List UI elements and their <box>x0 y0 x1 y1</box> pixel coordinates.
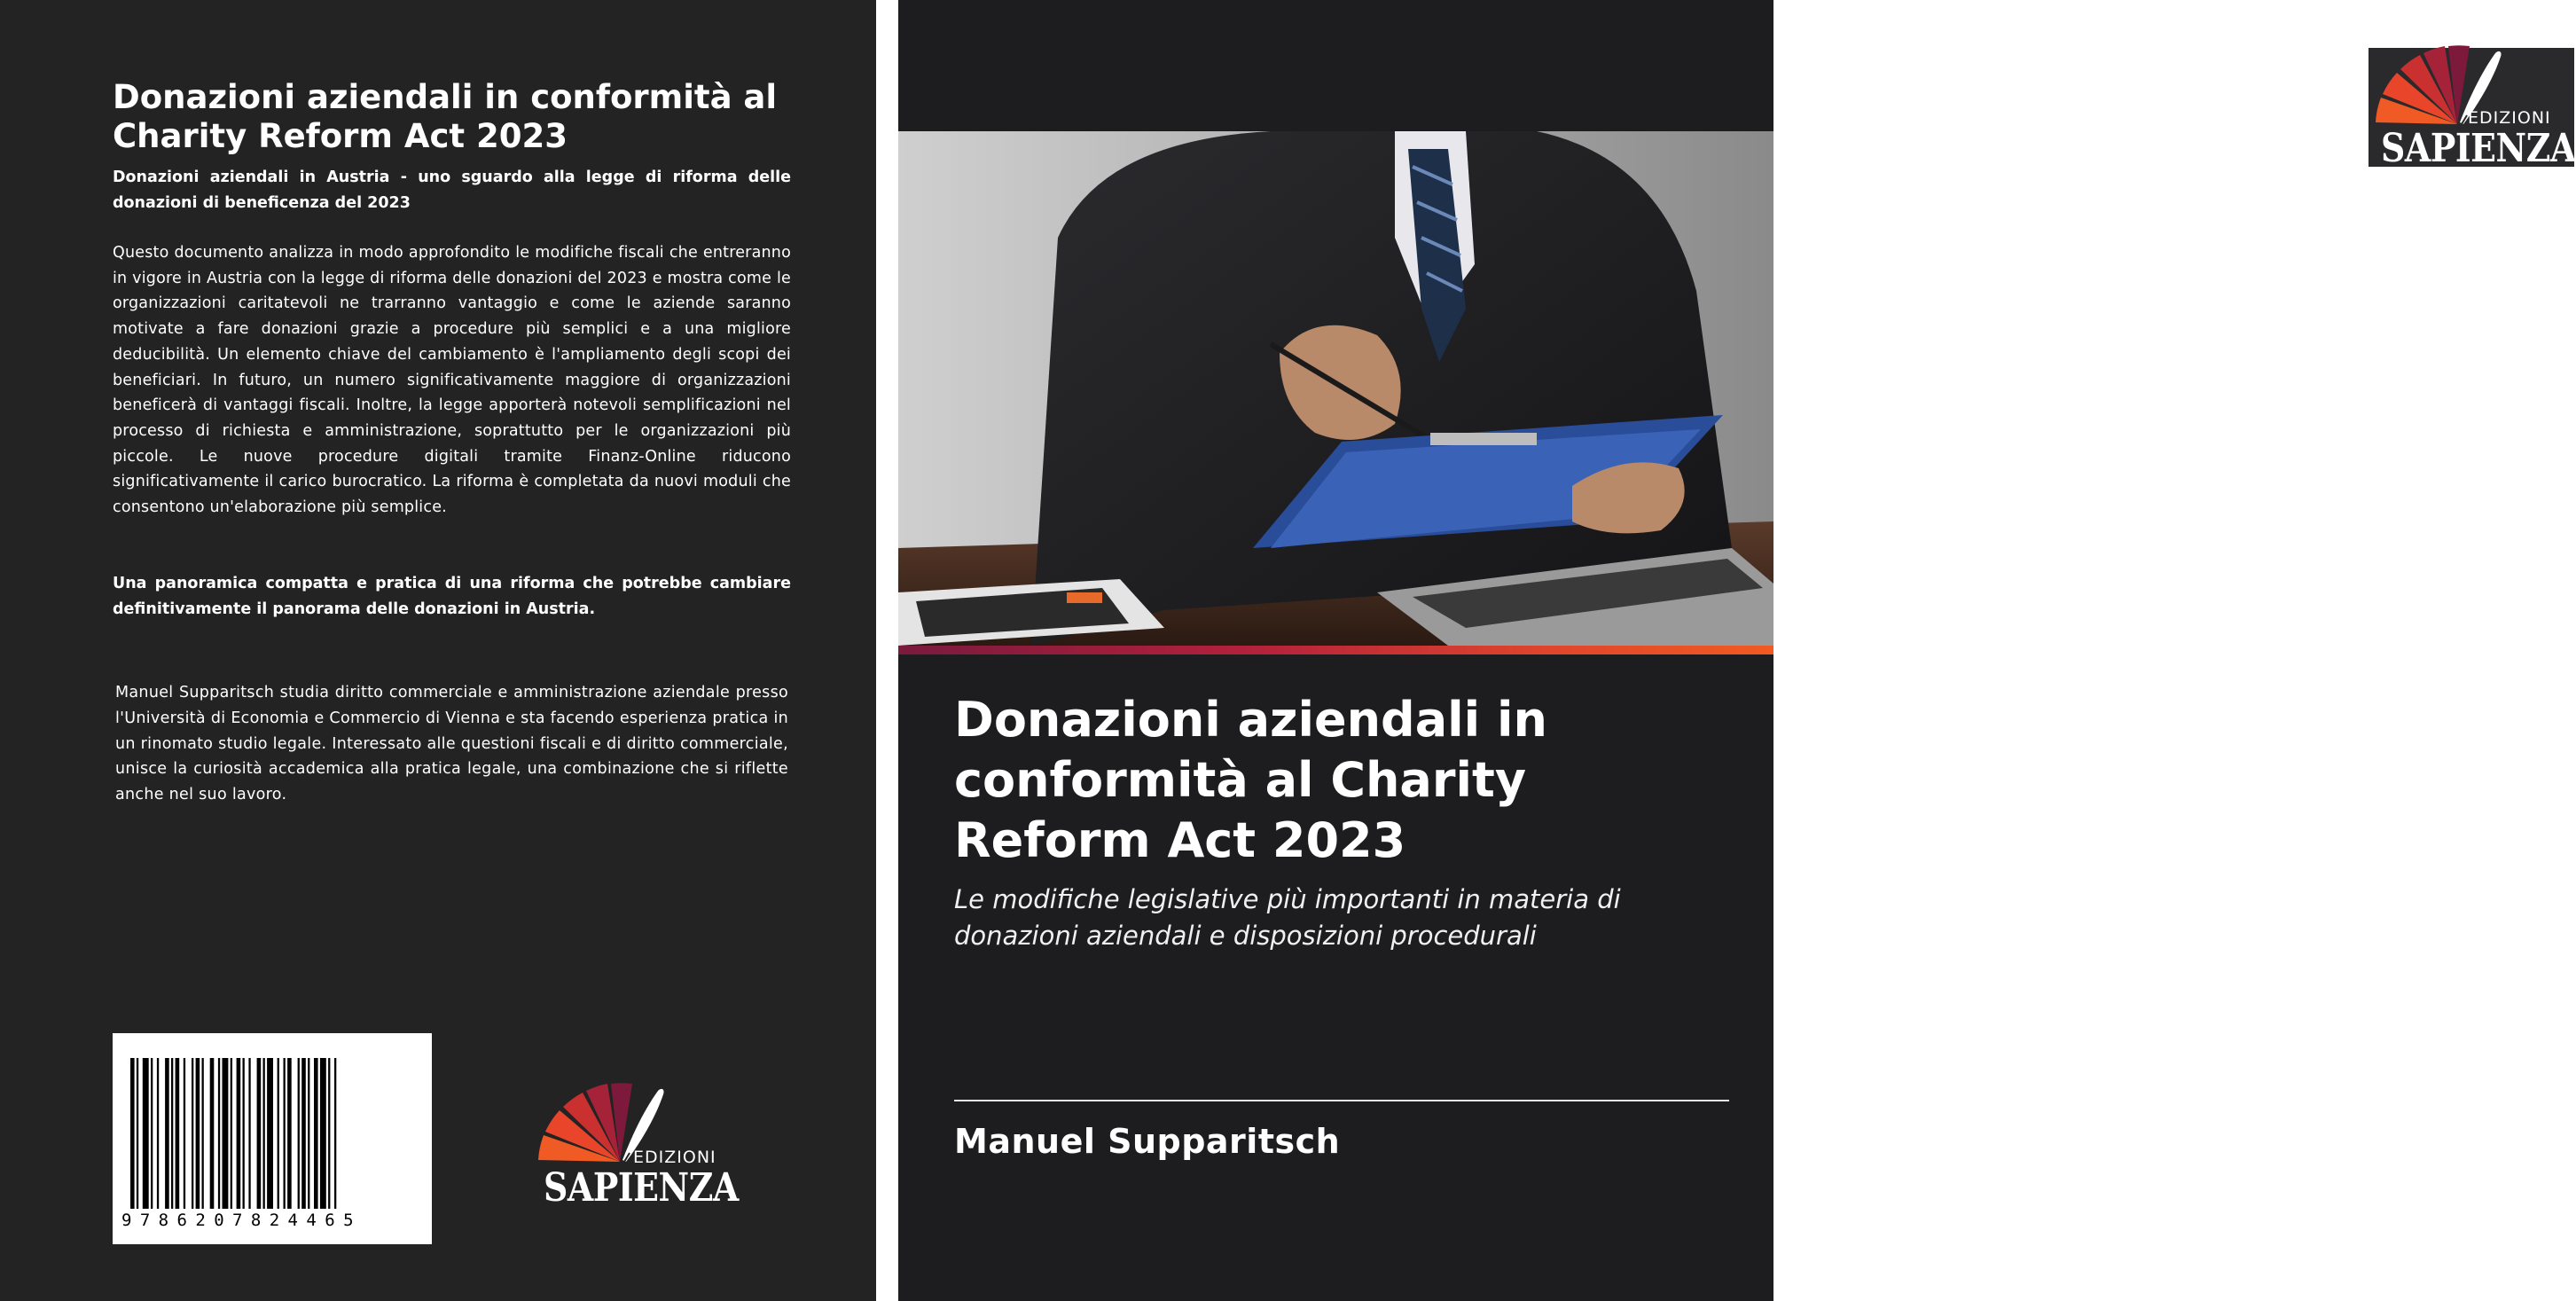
barcode-bar <box>231 1058 232 1209</box>
barcode-bar <box>165 1058 169 1209</box>
barcode-bar <box>143 1058 149 1209</box>
publisher-edizioni-label: EDIZIONI <box>633 1148 716 1167</box>
barcode-bar <box>184 1058 185 1209</box>
front-cover-title: Donazioni aziendali in conformità al Charity Reform Act 2023 <box>954 692 1547 868</box>
barcode-bar <box>196 1058 200 1209</box>
barcode-bar <box>192 1058 193 1209</box>
author-bio: Manuel Supparitsch studia diritto commerciale e amministrazione aziendale presso l'Università di Economia e Commercio di Vienna e sta facendo esperienza pratica in un rinomato studio legale. Interessato alle questioni fiscali e di diritto commerciale, unisce la curiosità accademica alla pratica legale, una combinazione che si riflette anche nel suo lavoro. <box>115 684 788 804</box>
barcode-bar <box>298 1058 300 1209</box>
barcode-bar <box>157 1058 159 1209</box>
barcode-bar <box>334 1058 336 1209</box>
front-cover <box>898 0 2576 1301</box>
barcode-bar <box>137 1058 138 1209</box>
barcode-bar <box>202 1058 204 1209</box>
accent-stripe <box>898 646 1773 654</box>
barcode-bar <box>151 1058 153 1209</box>
front-cover-subtitle: Le modifiche legislative più importanti in materia di donazioni aziendali e disposizioni procedurali <box>954 884 1621 951</box>
publisher-name: SAPIENZA <box>2381 126 2576 171</box>
back-cover-subtitle: Donazioni aziendali in Austria - uno sguardo alla legge di riforma delle donazioni di beneficenza del 2023 <box>113 169 791 212</box>
barcode-bars <box>130 1058 414 1209</box>
publisher-name: SAPIENZA <box>544 1165 739 1211</box>
barcode-bar <box>301 1058 306 1209</box>
businessman-clipboard-photo <box>898 131 1773 646</box>
front-cover-author: Manuel Supparitsch <box>954 1122 1341 1161</box>
barcode-bar <box>278 1058 279 1209</box>
barcode-bar <box>287 1058 292 1209</box>
back-cover-title: Donazioni aziendali in conformità al Charity Reform Act 2023 <box>113 78 778 155</box>
barcode-bar <box>218 1058 220 1209</box>
barcode-bar <box>308 1058 309 1209</box>
barcode-bar <box>130 1058 135 1209</box>
publisher-edizioni-label: EDIZIONI <box>2468 108 2551 128</box>
isbn-barcode <box>113 1033 432 1244</box>
author-divider <box>954 1100 1729 1101</box>
barcode-bar <box>314 1058 318 1209</box>
back-cover-description: Questo documento analizza in modo approfondito le modifiche fiscali che entreranno in vigore in Austria con la legge di riforma delle donazioni del 2023 e mostra come le organizzazioni caritatevoli ne trarranno vantaggio e come le aziende saranno motivate a fare donazioni grazie a procedure più semplici e a una migliore deducibilità. Un elemento chiave del cambiamento è l'ampliamento degli scopi dei beneficiari. In futuro, un numero significativamente maggiore di organizzazioni beneficerà di vantaggi fiscali. Inoltre, la legge apporterà notevoli semplificazioni nel processo di richiesta e amministrazione, soprattutto per le organizzazioni più piccole. Le nuove procedure digitali tramite Finanz-Online riducono significativamente il carico burocratico. La riforma è completata da nuovi moduli che consentono un'elaborazione più semplice. <box>113 244 791 517</box>
barcode-bar <box>284 1058 286 1209</box>
publisher-logo <box>536 1084 739 1211</box>
publisher-logo-front <box>2369 48 2576 171</box>
barcode-bar <box>328 1058 330 1209</box>
barcode-bar <box>176 1058 180 1209</box>
barcode-bar <box>267 1058 273 1209</box>
back-cover <box>0 0 876 1301</box>
isbn-digits: 9786207824465 <box>121 1211 362 1230</box>
barcode-bar <box>320 1058 326 1209</box>
barcode-bar <box>243 1058 245 1209</box>
barcode-bar <box>263 1058 265 1209</box>
barcode-bar <box>223 1058 229 1209</box>
barcode-bar <box>257 1058 262 1209</box>
barcode-bar <box>171 1058 173 1209</box>
spine-gap <box>876 0 898 1301</box>
barcode-bar <box>237 1058 241 1209</box>
back-cover-tagline: Una panoramica compatta e pratica di una riforma che potrebbe cambiare definitivamente il panorama delle donazioni in Austria. <box>113 575 791 618</box>
barcode-bar <box>210 1058 215 1209</box>
barcode-bar <box>248 1058 250 1209</box>
